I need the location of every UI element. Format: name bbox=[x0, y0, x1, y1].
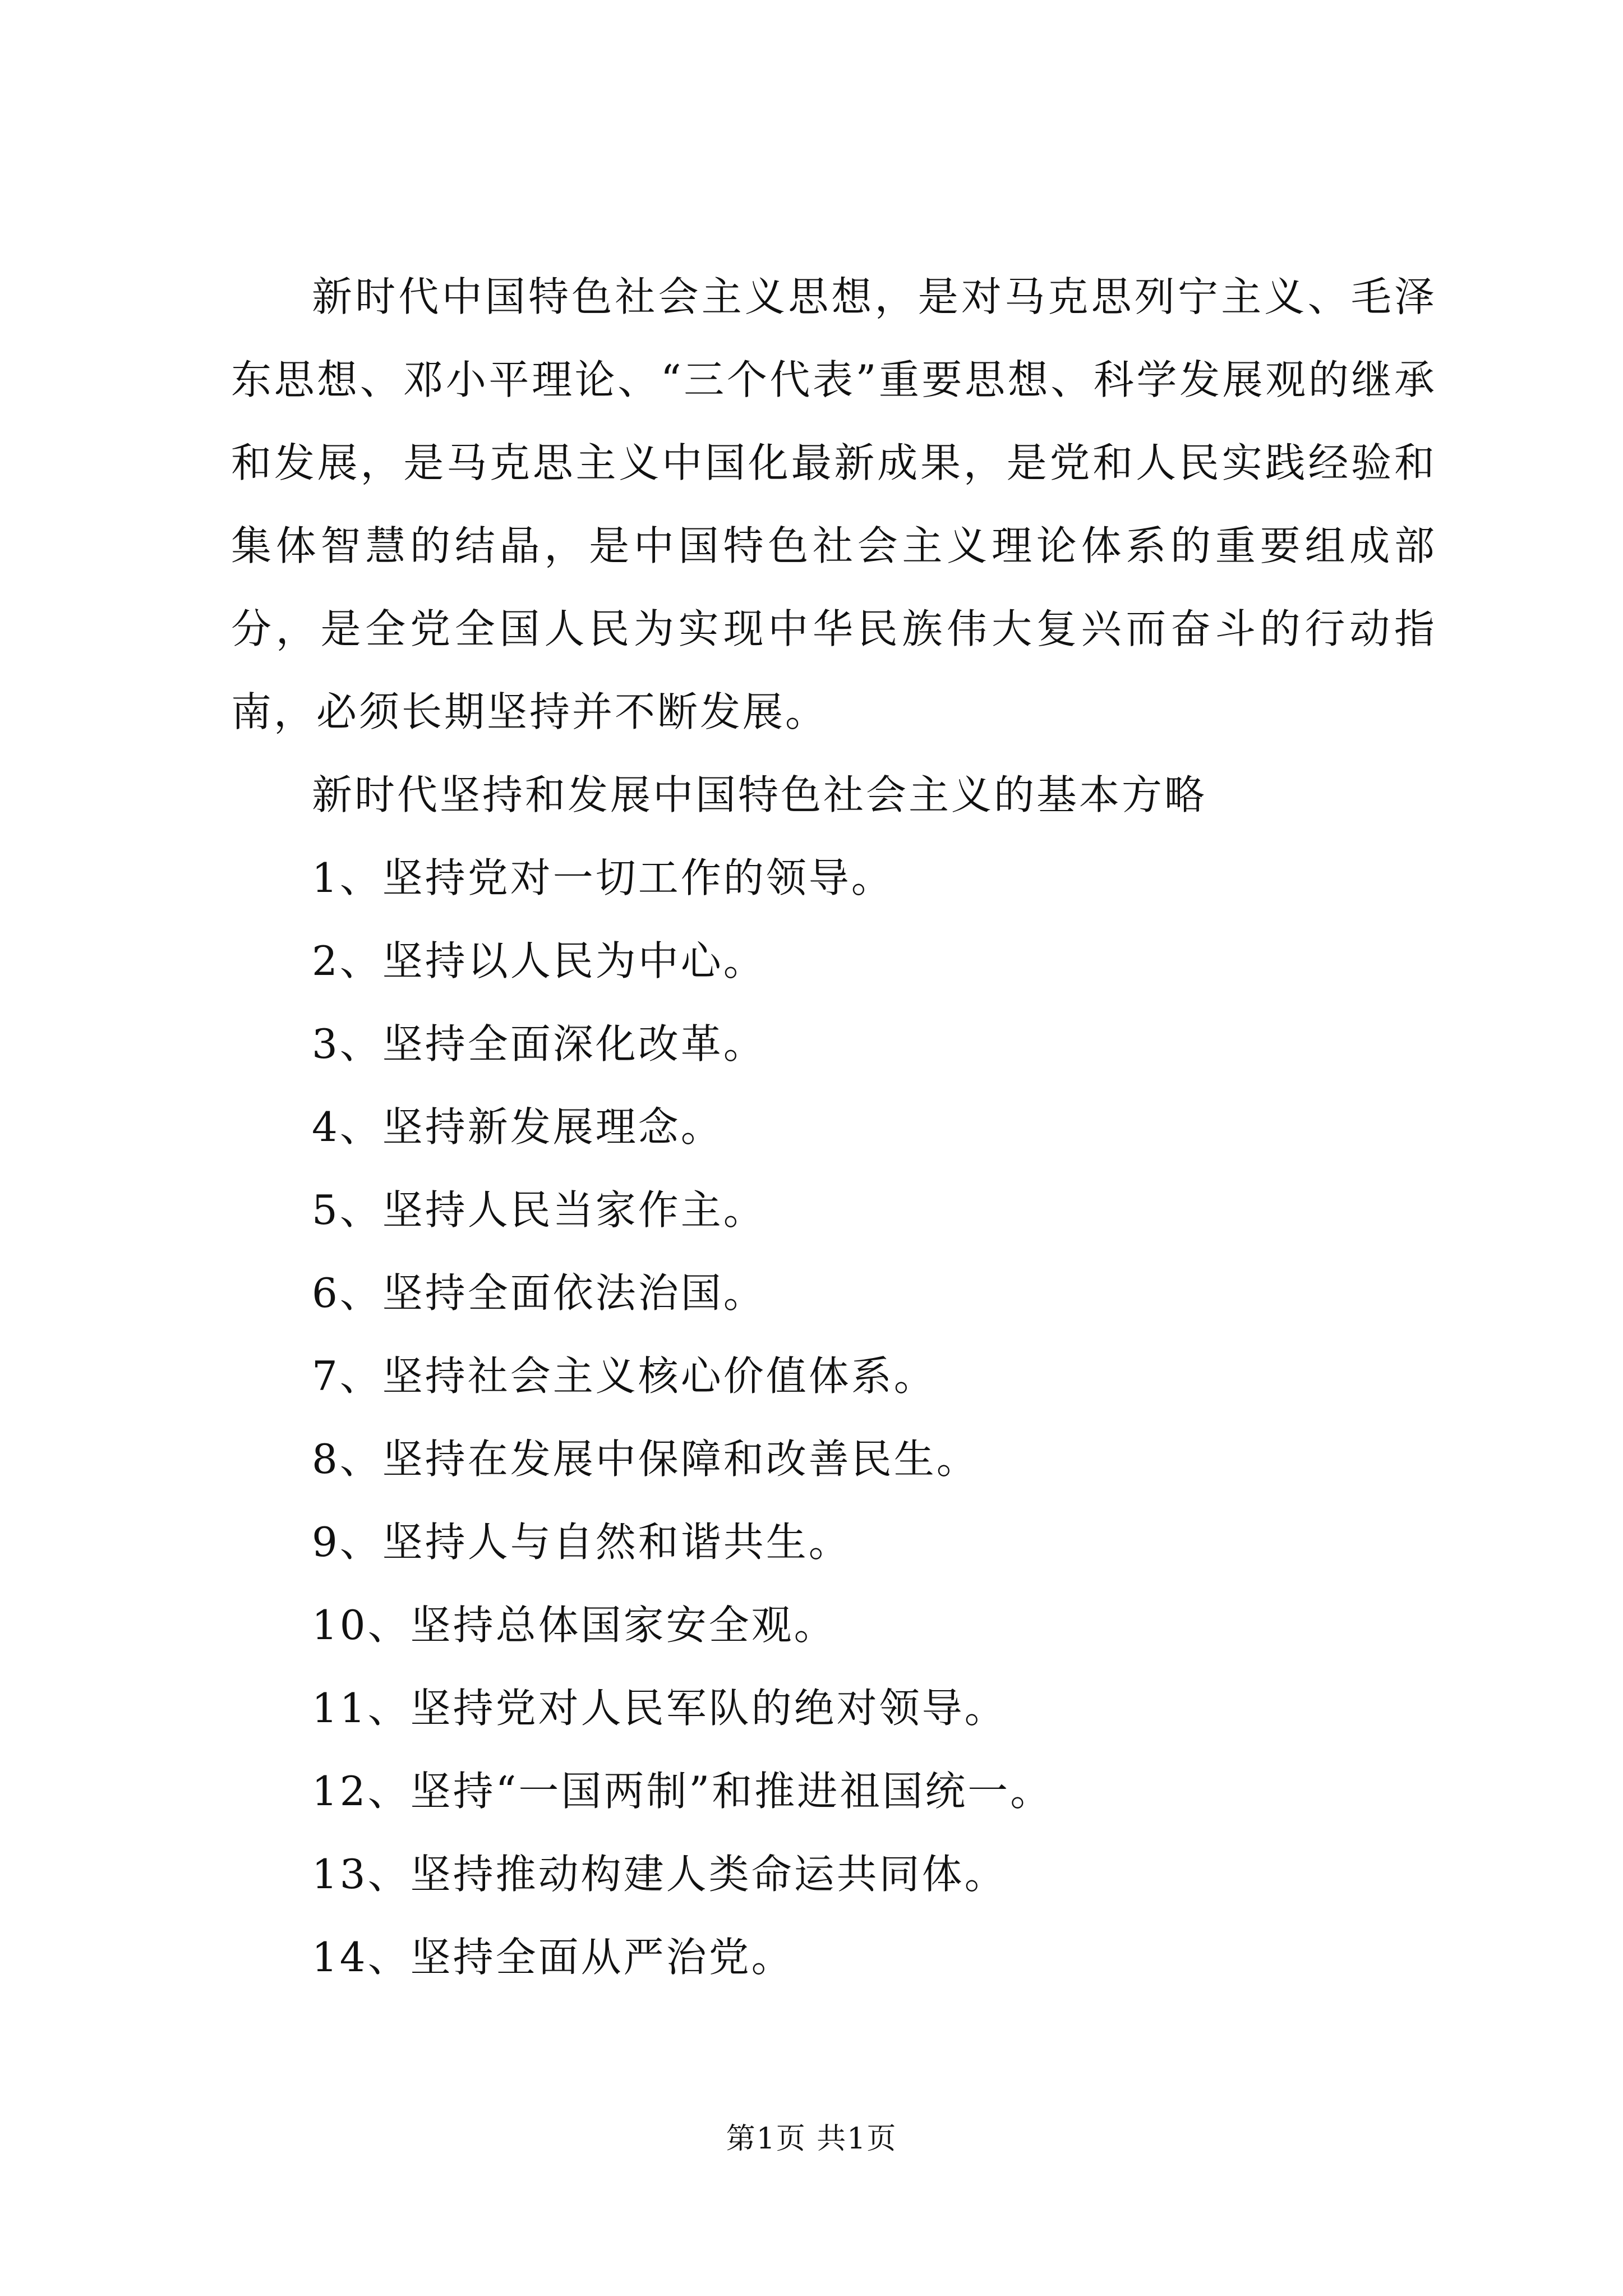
section-heading: 新时代坚持和发展中国特色社会主义的基本方略 bbox=[312, 771, 1207, 818]
list-item: 2、坚持以人民为中心。 bbox=[312, 937, 766, 984]
page-footer: 第1页 共1页 bbox=[726, 2122, 897, 2156]
intro-paragraph: 新时代中国特色社会主义思想，是对马克思列宁主义、毛泽东思想、邓小平理论、“三个代表”重要思想、科学发展观的继承和发展，是马克思主义中国化最新成果，是党和人民实践经验和集体智慧的结晶，是中国特色社会主义理论体系的重要组成部分，是全党全国人民为实现中华民族伟大复兴而奋斗的行动指南，必须长期坚持并不断发展。 bbox=[231, 273, 1437, 735]
list-item: 5、坚持人民当家作主。 bbox=[312, 1186, 766, 1234]
list-item: 7、坚持社会主义核心价值体系。 bbox=[312, 1352, 937, 1400]
list-item: 3、坚持全面深化改革。 bbox=[312, 1020, 766, 1068]
list-item: 10、坚持总体国家安全观。 bbox=[312, 1602, 837, 1649]
list-item: 9、坚持人与自然和谐共生。 bbox=[312, 1519, 851, 1566]
list-item: 12、坚持“一国两制”和推进祖国统一。 bbox=[312, 1768, 1053, 1815]
list-item: 4、坚持新发展理念。 bbox=[312, 1103, 723, 1151]
list-item: 14、坚持全面从严治党。 bbox=[312, 1934, 794, 1981]
list-item: 8、坚持在发展中保障和改善民生。 bbox=[312, 1435, 979, 1483]
list-item: 1、坚持党对一切工作的领导。 bbox=[312, 854, 894, 901]
list-item: 13、坚持推动构建人类命运共同体。 bbox=[312, 1851, 1007, 1898]
document-body bbox=[231, 255, 1437, 1999]
list-item: 11、坚持党对人民军队的绝对领导。 bbox=[312, 1685, 1007, 1732]
list-item: 6、坚持全面依法治国。 bbox=[312, 1269, 766, 1317]
